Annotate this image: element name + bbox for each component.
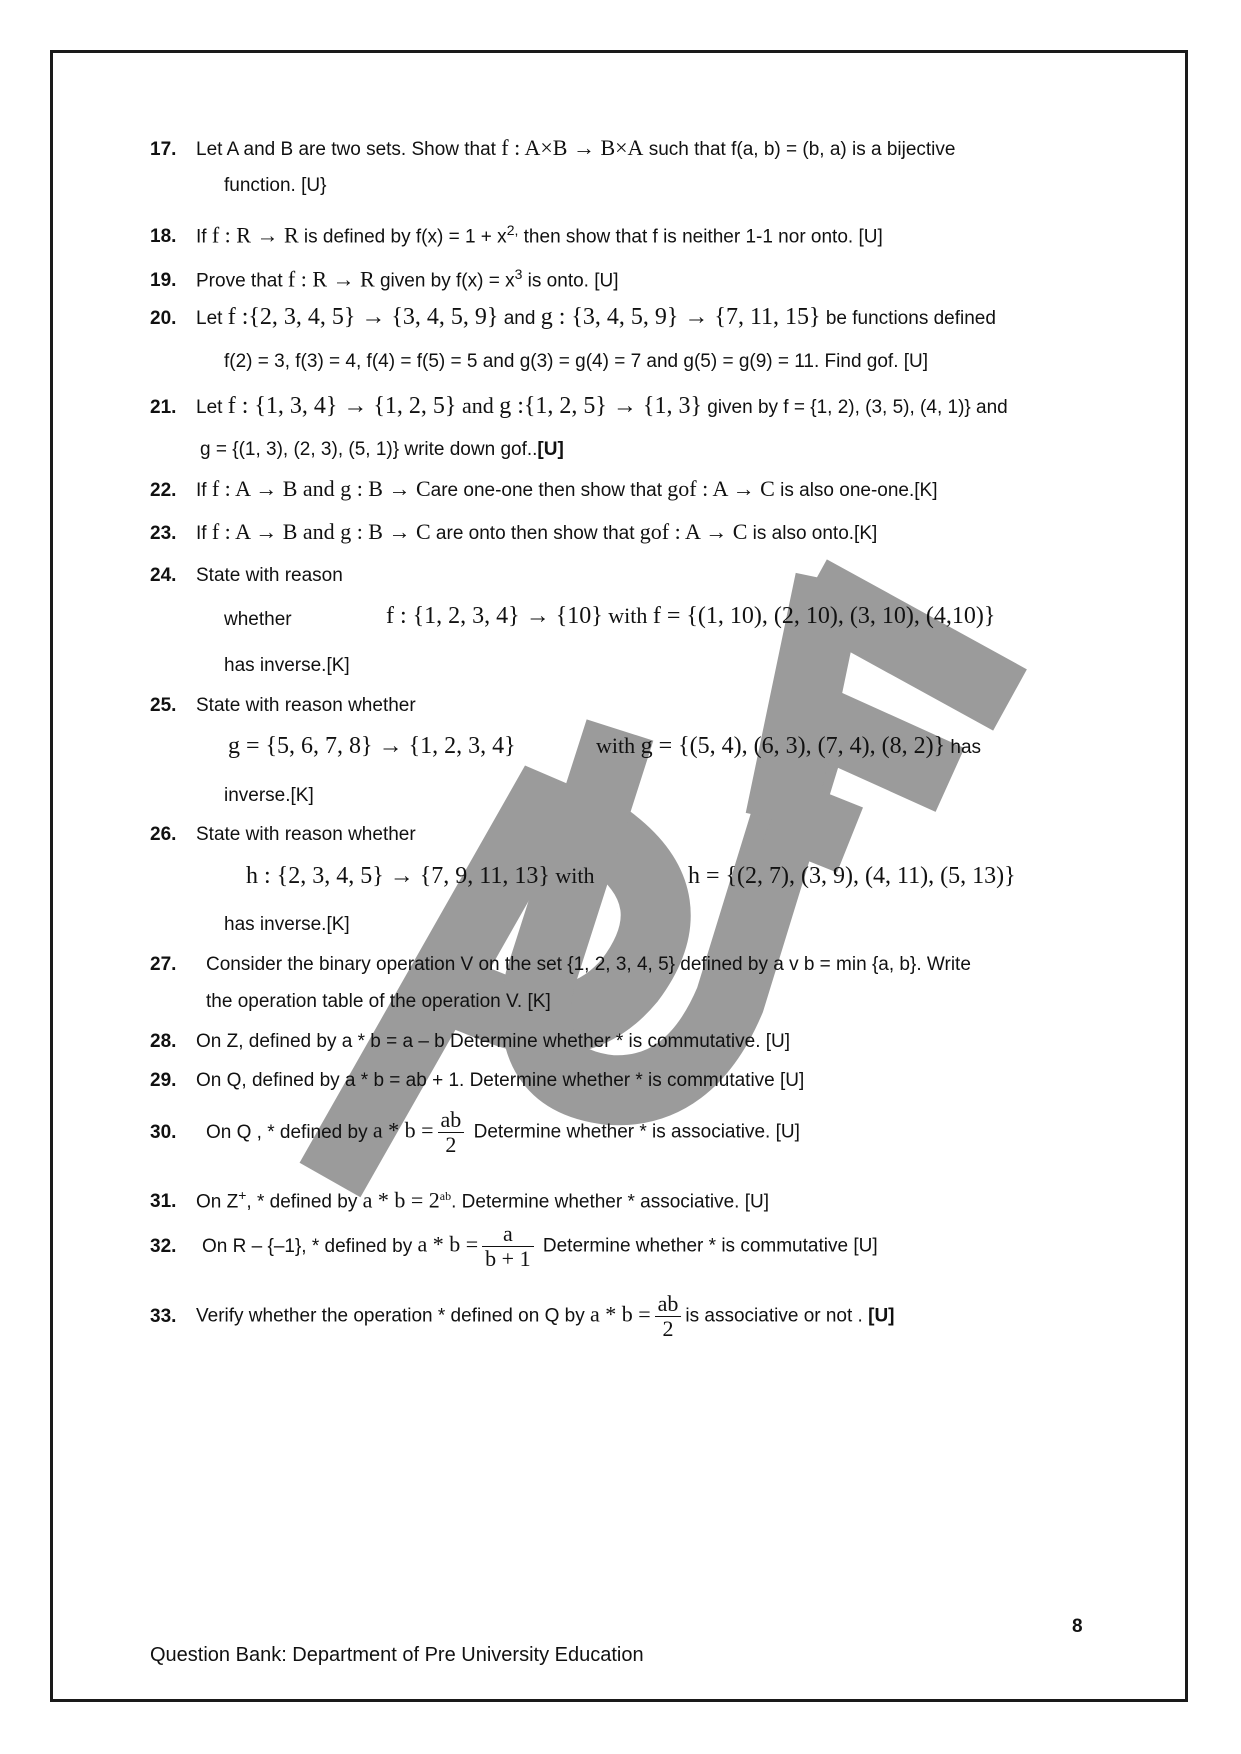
- question-17: 17. Let A and B are two sets. Show that f : A×B → B×A such that f(a, b) = (b, a) is a bijective: [150, 135, 956, 160]
- question-25-expression-left: g = {5, 6, 7, 8} → {1, 2, 3, 4}: [228, 733, 516, 759]
- question-17-continued: function. [U}: [224, 175, 327, 196]
- question-20-continued: f(2) = 3, f(3) = 4, f(4) = f(5) = 5 and g(3) = g(4) = 7 and g(5) = g(9) = 11. Find gof. [U]: [224, 351, 929, 372]
- question-18: 18. If f : R → R is defined by $f(x) = 1 + x^{2,}$ then show that f is neither 1-1 nor onto. [U]: [150, 222, 883, 248]
- footer: Question Bank: Department of Pre University Education: [150, 1644, 644, 1666]
- question-24-expression: f : {1, 2, 3, 4} → {10} with f = {(1, 10), (2, 10), (3, 10), (4,10)}: [386, 603, 996, 629]
- question-26-expression-right: h = {(2, 7), (3, 9), (4, 11), (5, 13)}: [688, 863, 1016, 889]
- question-25: 25. State with reason whether: [150, 695, 416, 716]
- question-29: 29. On Q, defined by a * b = ab + 1. Determine whether * is commutative [U]: [150, 1070, 805, 1091]
- question-25-expression-right: with g = {(5, 4), (6, 3), (7, 4), (8, 2)} has: [596, 733, 982, 759]
- question-25-continued: inverse.[K]: [224, 785, 314, 806]
- question-27: 27. Consider the binary operation V on the set {1, 2, 3, 4, 5} defined by a v b = min {a, b}. Write: [150, 954, 971, 975]
- question-33: 33. Verify whether the operation * defined on Q by a * b = $\frac{ab}{2}$ is associative or not . [U]: [150, 1291, 895, 1341]
- question-19: 19. Prove that f : R → R given by $f(x) = x^3$ is onto. [U]: [150, 266, 619, 292]
- question-27-continued: the operation table of the operation V. [K]: [206, 991, 551, 1012]
- question-30: 30. On Q , * defined by a * b = $\frac{ab}{2}$ Determine whether * is associative. [U]: [150, 1107, 800, 1157]
- question-22: 22. If f : A → B and g : B → Care one-one then show that gof : A → C is also one-one.[K]: [150, 476, 938, 501]
- page-border: [50, 50, 1188, 1702]
- question-24-whether: whether: [224, 609, 292, 630]
- question-24-continued: has inverse.[K]: [224, 655, 350, 676]
- fraction-ab-over-2: $\frac{ab}{2}$: [438, 1108, 465, 1157]
- question-26-continued: has inverse.[K]: [224, 914, 350, 935]
- question-28: 28. On Z, defined by a * b = a – b Determine whether * is commutative. [U]: [150, 1031, 791, 1052]
- question-32: 32. On R – {–1}, * defined by a * b = $\frac{a}{b + 1}$ Determine whether * is commutative [U]: [150, 1221, 878, 1271]
- question-24: 24. State with reason: [150, 565, 343, 586]
- question-26: 26. State with reason whether: [150, 824, 416, 845]
- page-number: 8: [1072, 1616, 1083, 1637]
- question-31: 31. On Z+, * defined by $a * b = 2^{ab}$. Determine whether * associative. [U]: [150, 1187, 769, 1213]
- question-26-expression-left: h : {2, 3, 4, 5} → {7, 9, 11, 13} with: [246, 863, 595, 889]
- question-20: 20. Let f :{2, 3, 4, 5} → {3, 4, 5, 9} and g : {3, 4, 5, 9} → {7, 11, 15} be functions defined: [150, 304, 996, 330]
- question-21-continued: g = {(1, 3), (2, 3), (5, 1)} write down gof..[U]: [200, 439, 564, 460]
- fraction-a-over-b-plus-1: $\frac{a}{b + 1}$: [482, 1222, 533, 1271]
- question-21: 21. Let f : {1, 3, 4} → {1, 2, 5} and g :{1, 2, 5} → {1, 3} given by f = {1, 2), (3, 5), (4, 1)} and: [150, 393, 1008, 419]
- fraction-ab-over-2: $\frac{ab}{2}$: [655, 1292, 682, 1341]
- question-23: 23. If f : A → B and g : B → C are onto then show that gof : A → C is also onto.[K]: [150, 519, 878, 544]
